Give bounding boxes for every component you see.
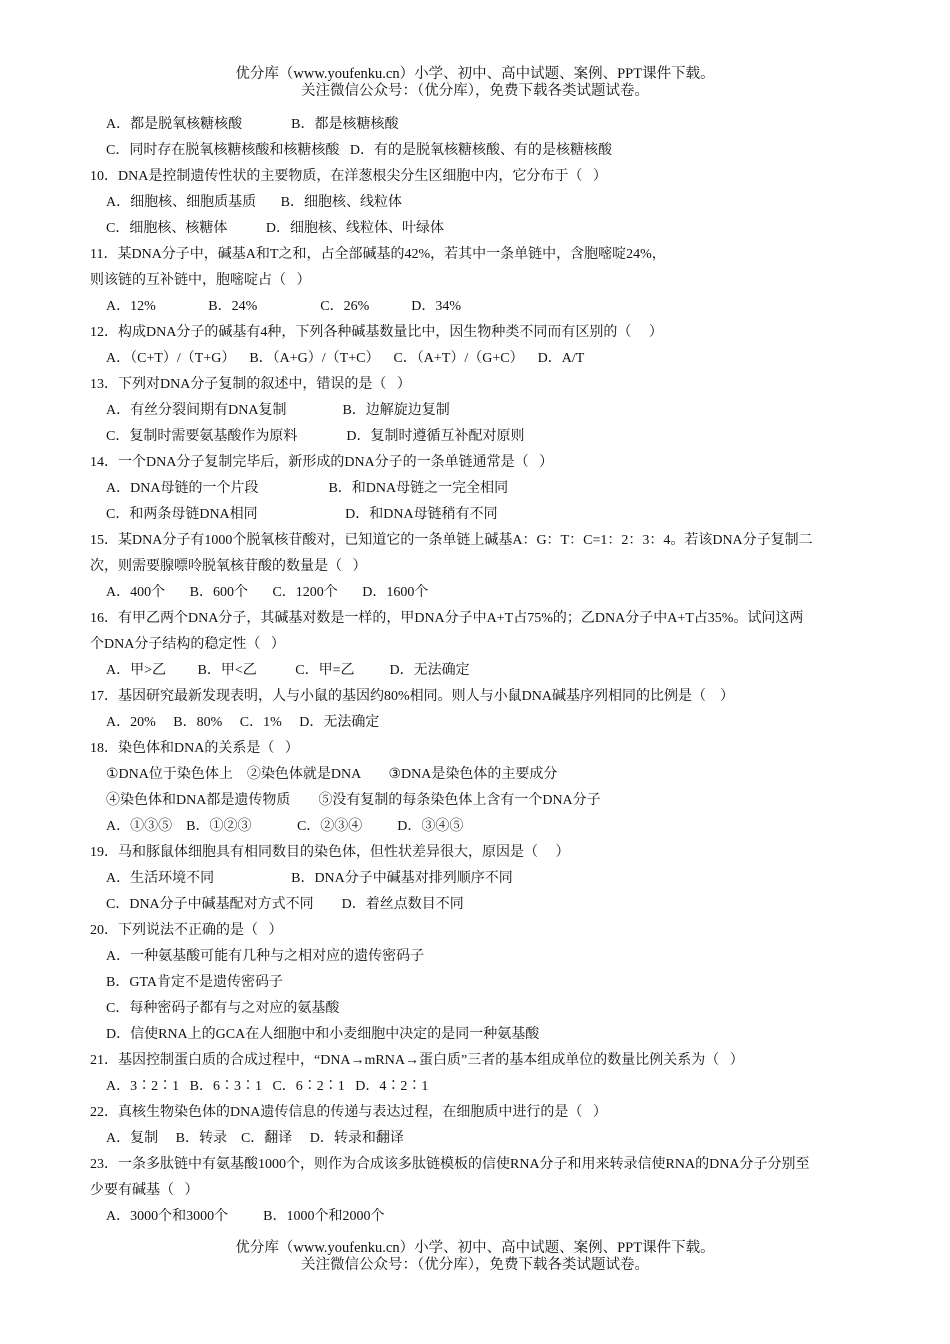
page-footer [0,1240,950,1274]
question-line: 10．DNA是控制遗传性状的主要物质，在洋葱根尖分生区细胞中内，它分布于（ ） [90,169,607,184]
option-line: A．3∶2∶1 B．6∶3∶1 C．6∶2∶1 D．4∶2∶1 [106,1079,429,1094]
header-line-1: 优分库（www.youfenku.cn）小学、初中、高中试题、案例、PPT课件下载。 [235,66,715,82]
option-line: C．每种密码子都有与之对应的氨基酸 [106,1001,340,1016]
option-line: A．（C+T）/（T+G） B．（A+G）/（T+C） C．（A+T）/（G+C） D．A/T [106,351,585,366]
option-line: ①DNA位于染色体上 ②染色体就是DNA ③DNA是染色体的主要成分 [106,767,558,782]
option-line: A．20% B．80% C．1% D．无法确定 [106,715,380,730]
option-line: C．DNA分子中碱基配对方式不同 D．着丝点数目不同 [106,897,464,912]
question-line: 13．下列对DNA分子复制的叙述中，错误的是（ ） [90,377,411,392]
option-line: ④染色体和DNA都是遗传物质 ⑤没有复制的每条染色体上含有一个DNA分子 [106,793,601,808]
question-line: 个DNA分子结构的稳定性（ ） [90,637,285,652]
option-line: A．一种氨基酸可能有几种与之相对应的遗传密码子 [106,949,425,964]
question-line: 14．一个DNA分子复制完毕后，新形成的DNA分子的一条单链通常是（ ） [90,455,554,470]
question-line: 15．某DNA分子有1000个脱氧核苷酸对，已知道它的一条单链上碱基A：G：T：C=1：2：3：4。若该DNA分子复制二 [90,533,813,548]
footer-line-2: 关注微信公众号：（优分库），免费下载各类试题试卷。 [301,1257,649,1273]
option-line: C．和两条母链DNA相同 D．和DNA母链稍有不同 [106,507,498,522]
option-line: A．都是脱氧核糖核酸 B．都是核糖核酸 [106,117,399,132]
option-line: A．细胞核、细胞质基质 B．细胞核、线粒体 [106,195,402,210]
header-line-2: 关注微信公众号：（优分库），免费下载各类试题试卷。 [301,83,649,99]
option-line: A．①③⑤ B．①②③ C．②③④ D．③④⑤ [106,819,464,834]
option-line: A．生活环境不同 B．DNA分子中碱基对排列顺序不同 [106,871,513,886]
footer-line-1: 优分库（www.youfenku.cn）小学、初中、高中试题、案例、PPT课件下载。 [235,1240,715,1256]
option-line: C．复制时需要氨基酸作为原料 D．复制时遵循互补配对原则 [106,429,525,444]
option-line: A．DNA母链的一个片段 B．和DNA母链之一完全相同 [106,481,509,496]
question-line: 则该链的互补链中，胞嘧啶占（ ） [90,273,311,288]
option-line: B．GTA肯定不是遗传密码子 [106,975,283,990]
option-line: A．甲>乙 B．甲<乙 C．甲=乙 D．无法确定 [106,663,470,678]
question-line: 18．染色体和DNA的关系是（ ） [90,741,299,756]
question-line: 21．基因控制蛋白质的合成过程中，“DNA→mRNA→蛋白质”三者的基本组成单位的数量比例关系为（ ） [90,1053,744,1068]
option-line: A．复制 B．转录 C．翻译 D．转录和翻译 [106,1131,404,1146]
option-line: A．12% B．24% C．26% D．34% [106,299,462,314]
option-line: A．有丝分裂间期有DNA复制 B．边解旋边复制 [106,403,450,418]
option-line: C．细胞核、核糖体 D．细胞核、线粒体、叶绿体 [106,221,444,236]
question-line: 11．某DNA分子中，碱基A和T之和，占全部碱基的42%，若其中一条单链中，含胞嘧啶24%， [90,247,666,262]
question-line: 22．真核生物染色体的DNA遗传信息的传递与表达过程，在细胞质中进行的是（ ） [90,1105,607,1120]
question-line: 23．一条多肽链中有氨基酸1000个，则作为合成该多肽链模板的信使RNA分子和用来转录信使RNA的DNA分子分别至 [90,1157,810,1172]
option-line: C．同时存在脱氧核糖核酸和核糖核酸 D．有的是脱氧核糖核酸、有的是核糖核酸 [106,143,612,158]
question-line: 少要有碱基（ ） [90,1183,199,1198]
option-line: A．3000个和3000个 B．1000个和2000个 [106,1209,385,1224]
option-line: A．400个 B．600个 C．1200个 D．1600个 [106,585,429,600]
question-line: 12．构成DNA分子的碱基有4种，下列各种碱基数量比中，因生物种类不同而有区别的（ ） [90,325,663,340]
page-header [0,66,950,100]
question-line: 19．马和豚鼠体细胞具有相同数目的染色体，但性状差异很大，原因是（ ） [90,845,570,860]
question-line: 20．下列说法不正确的是（ ） [90,923,283,938]
question-line: 17．基因研究最新发现表明，人与小鼠的基因约80%相同。则人与小鼠DNA碱基序列相同的比例是（ ） [90,689,734,704]
question-line: 次，则需要腺嘌呤脱氧核苷酸的数量是（ ） [90,559,367,574]
question-line: 16．有甲乙两个DNA分子，其碱基对数是一样的，甲DNA分子中A+T占75%的；乙DNA分子中A+T占35%。试问这两 [90,611,804,626]
option-line: D．信使RNA上的GCA在人细胞中和小麦细胞中决定的是同一种氨基酸 [106,1027,540,1042]
